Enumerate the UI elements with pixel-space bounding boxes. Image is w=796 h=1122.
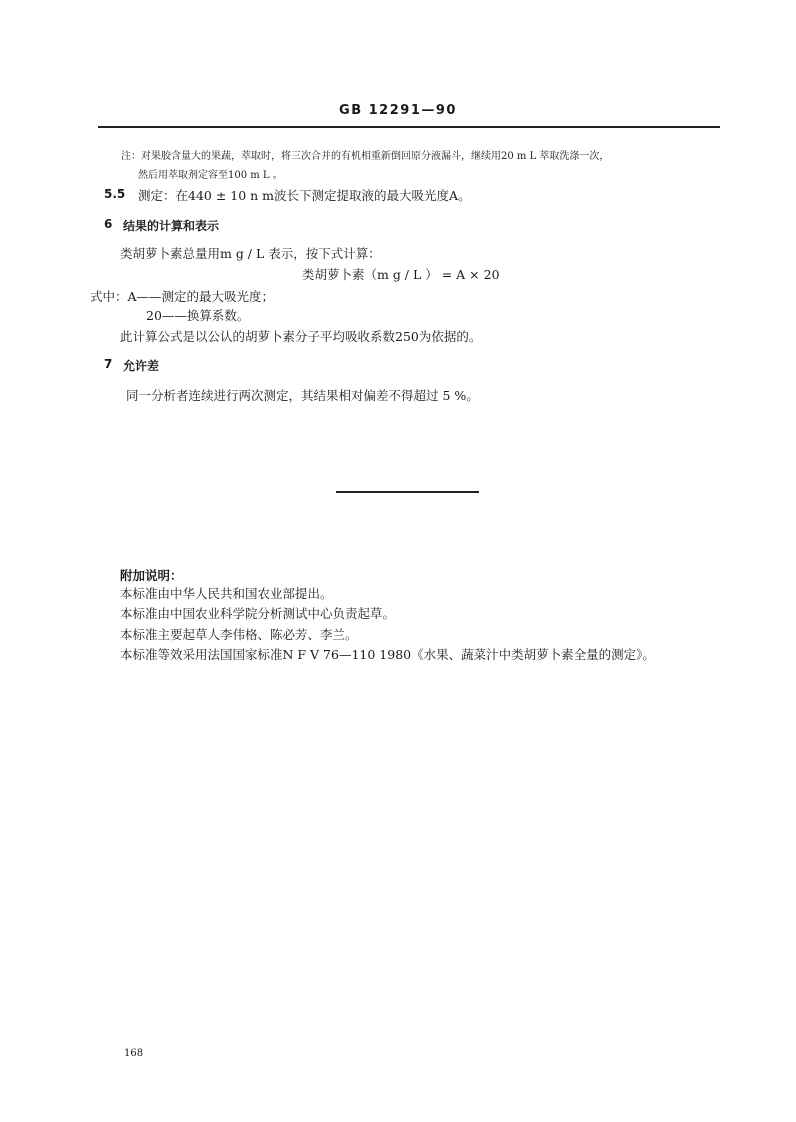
note-line-1: 注：对果胶含量大的果蔬，萃取时，将三次合并的有机相重新倒回原分液漏斗，继续用20 m L 萃取洗涤一次， [121, 151, 610, 162]
section-6-intro: 类胡萝卜素总量用m g / L 表示，按下式计算： [120, 246, 381, 261]
section-6-number: 6 [104, 217, 113, 231]
note-line-2: 然后用萃取剂定容至100 m L 。 [138, 170, 283, 181]
section-6-formula: 类胡萝卜素（m g / L ） = A × 20 [302, 267, 500, 282]
appendix-line-1: 本标准由中华人民共和国农业部提出。 [120, 586, 333, 601]
section-6-where-a: 式中：A——测定的最大吸光度； [90, 289, 275, 304]
section-6-basis: 此计算公式是以公认的胡萝卜素分子平均吸收系数250为依据的。 [120, 329, 482, 344]
appendix-title: 附加说明： [120, 568, 183, 583]
section-7-title: 允许差 [123, 359, 160, 373]
section-7-number: 7 [104, 357, 113, 371]
section-separator-rule [336, 491, 479, 493]
section-5-5-number: 5.5 [104, 187, 126, 201]
document-header-code: GB 12291—90 [339, 103, 457, 118]
page-number: 168 [124, 1048, 144, 1059]
appendix-line-2: 本标准由中国农业科学院分析测试中心负责起草。 [120, 606, 396, 621]
appendix-line-4: 本标准等效采用法国国家标准N F V 76—110 1980《水果、蔬菜汁中类胡萝卜素全量的测定》。 [120, 647, 655, 662]
appendix-line-3: 本标准主要起草人李伟格、陈必芳、李兰。 [120, 627, 358, 642]
section-7-text: 同一分析者连续进行两次测定，其结果相对偏差不得超过 5 %。 [126, 388, 479, 403]
section-5-5-text: 测定：在440 ± 10 n m波长下测定提取液的最大吸光度A。 [138, 188, 471, 203]
header-rule [98, 126, 720, 128]
section-6-title: 结果的计算和表示 [123, 219, 220, 233]
section-6-where-20: 20——换算系数。 [146, 308, 250, 323]
